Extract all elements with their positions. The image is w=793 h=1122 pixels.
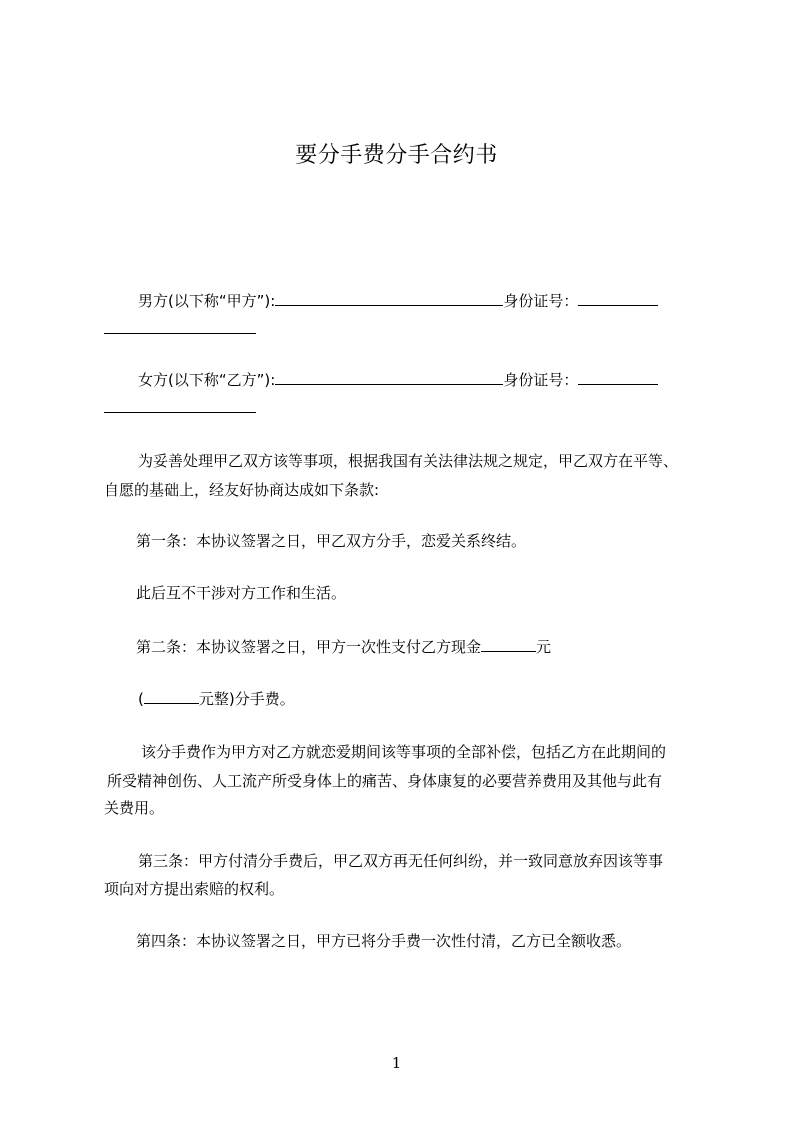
party-a-id-continuation (104, 318, 256, 340)
article-4: 第四条：本协议签署之日，甲方已将分手费一次性付清，乙方已全额收悉。 (136, 932, 632, 950)
article-2-open-paren: ( (138, 690, 144, 708)
party-a-label: 男方(以下称“甲方”): (138, 292, 276, 310)
party-b-name-blank (275, 369, 503, 385)
compensation-line-3: 关费用。 (104, 799, 165, 817)
article-2-line-1 (136, 636, 551, 658)
party-b-id-continuation (104, 397, 256, 419)
party-b-label: 女方(以下称“乙方”): (138, 371, 276, 389)
amount-blank (481, 636, 536, 652)
party-a-name-blank (275, 290, 503, 306)
party-b-id-blank-continued (104, 397, 256, 413)
party-a-id-blank (578, 290, 658, 306)
article-3-line-2: 项向对方提出索赔的权利。 (104, 880, 285, 898)
party-b-id-blank (578, 369, 658, 385)
amount-words-blank (144, 688, 199, 704)
compensation-line-2: 所受精神创伤、人工流产所受身体上的痛苦、身体康复的必要营养费用及其他与此有 (107, 772, 663, 790)
compensation-line-1: 该分手费作为甲方对乙方就恋爱期间该等事项的全部补偿，包括乙方在此期间的 (141, 743, 667, 761)
article-3-line-1: 第三条：甲方付清分手费后，甲乙双方再无任何纠纷，并一致同意放弃因该等事 (138, 852, 664, 870)
document-title: 要分手费分手合约书 (295, 143, 498, 168)
preamble-line-1: 为妥善处理甲乙双方该等事项，根据我国有关法律法规之规定，甲乙双方在平等、 (138, 452, 679, 470)
article-2-suffix: 元 (536, 638, 552, 656)
article-2-prefix: 第二条：本协议签署之日，甲方一次性支付乙方现金 (136, 638, 482, 656)
article-1: 第一条：本协议签署之日，甲乙双方分手，恋爱关系终结。 (136, 532, 527, 550)
preamble-line-2: 自愿的基础上，经友好协商达成如下条款: (104, 481, 380, 499)
party-a-id-label: 身份证号： (503, 292, 579, 310)
party-b-line (138, 369, 658, 391)
party-b-id-label: 身份证号： (503, 371, 579, 389)
article-2-line-2-suffix: 元整)分手费。 (198, 690, 295, 708)
page-number: 1 (391, 1054, 402, 1072)
article-1-continued: 此后互不干涉对方工作和生活。 (136, 584, 347, 602)
article-2-line-2 (138, 688, 295, 710)
party-a-id-blank-continued (104, 318, 256, 334)
party-a-line (138, 290, 658, 312)
